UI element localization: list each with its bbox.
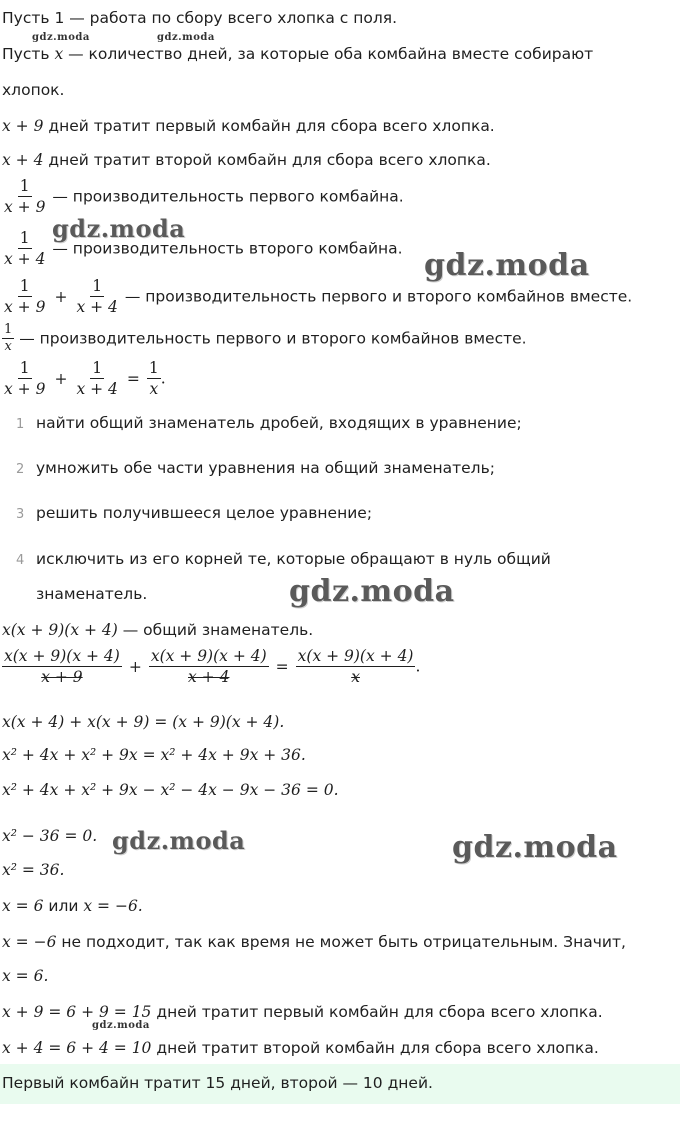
math-expression: x = −6. bbox=[83, 897, 143, 915]
equation-line: $\frac{1}{x + 9}$ + $\frac{1}{x + 4}$ = $\frac{1}{x}$ . bbox=[4, 359, 166, 398]
text-fragment: не подходит, так как время не может быть отрицательным. Значит, bbox=[56, 933, 626, 951]
text-fragment: — производительность первого комбайна. bbox=[47, 187, 404, 206]
step-text: умножить обе части уравнения на общий знаменатель; bbox=[36, 459, 495, 477]
math-expression: x + 4 bbox=[2, 151, 44, 169]
watermark: gdz.moda bbox=[452, 830, 618, 865]
fraction: $\frac{1}{x + 4}$ bbox=[76, 359, 118, 398]
text-fragment: дней тратит первый комбайн для сбора всего хлопка. bbox=[151, 1003, 603, 1021]
equation-line: x² − 36 = 0. bbox=[2, 827, 98, 845]
math-variable: x bbox=[54, 45, 64, 63]
text-fragment: — производительность второго комбайна. bbox=[47, 239, 403, 258]
step-number: 1 bbox=[16, 417, 25, 432]
text-line bbox=[2, 44, 593, 64]
math-expression: x + 9 = 6 + 9 = 15 bbox=[2, 1003, 152, 1021]
fraction: $\frac{1}{x}$ bbox=[148, 359, 159, 398]
formula-line bbox=[2, 322, 527, 355]
step-text: исключить из его корней те, которые обращают в нуль общий bbox=[36, 550, 551, 568]
text-fragment: или bbox=[43, 897, 84, 915]
text-fragment: — производительность первого и второго комбайнов вместе. bbox=[119, 287, 633, 306]
equation-line: x = 6. bbox=[2, 967, 49, 985]
math-expression: x(x + 9)(x + 4) bbox=[2, 621, 118, 639]
equation-line: $\frac{x(x + 9)(x + 4)}{x + 9}$ + $\frac{x(x + 9)(x + 4)}{x + 4}$ = $\frac{x(x + 9)(x + 4)}{x}$ . bbox=[4, 647, 421, 686]
math-expression: x = 6 bbox=[2, 897, 44, 915]
text-line bbox=[2, 150, 491, 170]
equation-line: x² + 4x + x² + 9x − x² − 4x − 9x − 36 = 0. bbox=[2, 781, 339, 799]
text-fragment: Пусть bbox=[2, 45, 55, 63]
fraction: $\frac{1}{x + 9}$ bbox=[4, 177, 46, 216]
watermark: gdz.moda bbox=[424, 248, 590, 283]
watermark: gdz.moda bbox=[92, 1020, 150, 1031]
text-line bbox=[2, 1038, 599, 1058]
step-text: найти общий знаменатель дробей, входящих в уравнение; bbox=[36, 414, 522, 432]
equation-line: x² + 4x + x² + 9x = x² + 4x + 9x + 36. bbox=[2, 746, 306, 764]
fraction: $\frac{x(x + 9)(x + 4)}{x + 9}$ bbox=[4, 647, 120, 686]
fraction: $\frac{x(x + 9)(x + 4)}{x + 4}$ bbox=[150, 647, 267, 686]
equation-line: x(x + 4) + x(x + 9) = (x + 9)(x + 4). bbox=[2, 713, 285, 731]
text-line bbox=[2, 1002, 603, 1022]
text-line bbox=[2, 116, 495, 136]
fraction: $\frac{1}{x + 9}$ bbox=[4, 277, 46, 316]
watermark: gdz.moda bbox=[112, 826, 246, 855]
watermark: gdz.moda bbox=[32, 32, 90, 43]
text-line bbox=[2, 932, 626, 952]
formula-line bbox=[2, 176, 404, 217]
fraction: $\frac{1}{x + 9}$ bbox=[4, 359, 46, 398]
math-expression: x = −6 bbox=[2, 933, 57, 951]
text-line: хлопок. bbox=[2, 81, 65, 99]
text-fragment: — общий знаменатель. bbox=[117, 621, 314, 639]
text-line: Пусть 1 — работа по сбору всего хлопка с поля. bbox=[2, 9, 397, 27]
fraction: $\frac{1}{x + 4}$ bbox=[4, 229, 46, 268]
text-line bbox=[2, 896, 143, 916]
watermark: gdz.moda bbox=[157, 32, 215, 43]
watermark: gdz.moda bbox=[52, 214, 186, 243]
step-text-continued: знаменатель. bbox=[36, 585, 148, 603]
answer-text: Первый комбайн тратит 15 дней, второй — 10 дней. bbox=[2, 1074, 433, 1092]
watermark: gdz.moda bbox=[289, 574, 455, 609]
math-expression: x + 9 bbox=[2, 117, 44, 135]
text-line bbox=[2, 620, 313, 640]
fraction: $\frac{x(x + 9)(x + 4)}{x}$ bbox=[297, 647, 414, 686]
step-number: 4 bbox=[16, 553, 25, 568]
text-fragment: — количество дней, за которые оба комбайна вместе собирают bbox=[63, 45, 594, 63]
text-fragment: дней тратит второй комбайн для сбора всего хлопка. bbox=[151, 1039, 599, 1057]
fraction: $\frac{1}{x + 4}$ bbox=[76, 277, 118, 316]
text-fragment: дней тратит первый комбайн для сбора всего хлопка. bbox=[43, 117, 495, 135]
formula-line: $\frac{1}{x + 9}$ + $\frac{1}{x + 4}$ — производительность первого и второго комбайнов вместе. bbox=[4, 277, 633, 316]
equation-line: x² = 36. bbox=[2, 861, 65, 879]
text-fragment: — производительность первого и второго комбайнов вместе. bbox=[14, 329, 527, 348]
step-number: 3 bbox=[16, 507, 25, 522]
step-number: 2 bbox=[16, 462, 25, 477]
step-text: решить получившееся целое уравнение; bbox=[36, 504, 373, 522]
text-fragment: дней тратит второй комбайн для сбора всего хлопка. bbox=[43, 151, 491, 169]
answer-box bbox=[0, 1064, 680, 1104]
math-expression: x + 4 = 6 + 4 = 10 bbox=[2, 1039, 152, 1057]
fraction: $\frac{1}{x}$ bbox=[4, 322, 13, 354]
